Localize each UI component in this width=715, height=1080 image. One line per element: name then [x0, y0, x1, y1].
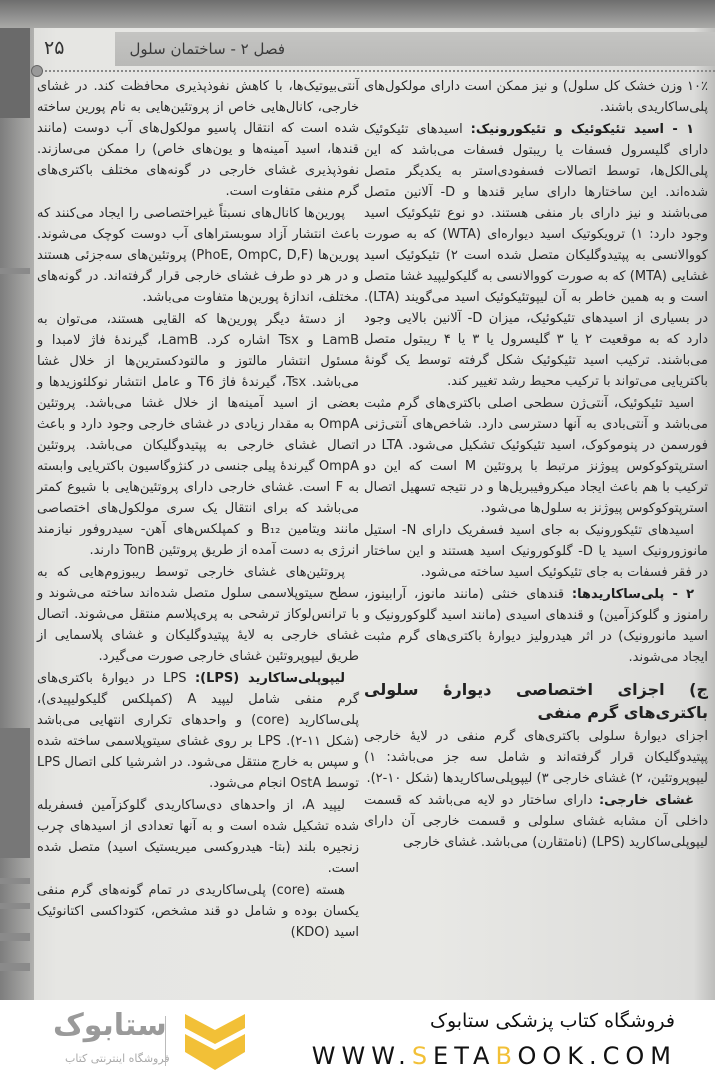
- watermark-footer: [0, 1000, 715, 1080]
- setabook-logo[interactable]: [25, 1008, 275, 1076]
- paragraph: ۲ - پلی‌ساکاریدها: قندهای خنثی (مانند مانوز، آرابینوز، رامنوز و گلوکزآمین) و قندهای اسیدی (مانند اسید گلوکورونیک و اسید مانورونیک) در اثر هیدرولیز دیوارهٔ باکتری‌های گرم مثبت ایجاد می‌شوند.: [364, 587, 708, 665]
- paragraph: ۱ - اسید تئیکوئیک و تئیکورونیک: اسیدهای تئیکوئیک دارای گلیسرول فسفات یا ریبتول فسفات می‌باشد که این پلی‌الکل‌ها، توسط اتصالات فسفودی‌استر به یکدیگر متصل شده‌اند. این ساختارها دارای سایر قندها و D- آلانین متصل می‌باشند و نیز دارای بار منفی هستند. دو نوع تئیکوئیک اسید وجود دارد: ۱) ترویکوتیک اسید دیواره‌ای (WTA) که به صورت کووالانسی به پپتیدوگلیکان متصل شده است ۲) تئیکوئیک اسید غشایی (MTA) که به صورت کووالانسی به گلیکولیپید غشا متصل است و به همین خاطر به آن لیپوتئیکوئیک اسید می‌گویند (LTA). در بسیاری از اسیدهای تئیکوئیک، میزان D- آلانین بالایی وجود دارد که به موقعیت ۲ یا ۳ گلیسرول یا ۳ یا ۴ ریبتول متصل می‌باشند. ترکیب اسید تئیکوئیک شکل گرفته توسط یک گونهٔ باکتریایی می‌تواند با ترکیب محیط رشد تغییر کند.: [364, 122, 709, 389]
- paragraph: پروتئین‌های غشای خارجی توسط ریبوزوم‌هایی که به سطح سیتوپلاسمی سلول متصل شده‌اند ساخته می‌شوند و با ترانس‌لوکاز ترشحی به پری‌پلاسم منتقل می‌شوند. اتصال غشای خارجی به لایهٔ پپتیدوگلیکان و غشای پلاسمایی از طریق لیپوپروتئین غشای خارجی صورت می‌گیرد.: [37, 565, 359, 664]
- logo-subtitle: فروشگاه اینترنتی کتاب: [65, 1052, 170, 1065]
- right-column: [364, 76, 708, 854]
- paragraph: غشای خارجی: دارای ساختار دو لایه می‌باشد که قسمت داخلی آن مشابه غشای سلولی و قسمت خارجی آن دارای لیپوپلی‌ساکارید (LPS) (نامتقارن) می‌باشد. غشای خارجی: [364, 793, 708, 850]
- paragraph: ۱۰٪ وزن خشک کل سلول) و نیز ممکن است دارای مولکول‌های پلی‌ساکاریدی باشند.: [364, 79, 708, 115]
- shop-name: فروشگاه کتاب پزشکی ستابوک: [429, 1010, 675, 1032]
- chevron-shield-icon: [175, 1010, 255, 1074]
- paragraph: پورین‌ها کانال‌های نسبتاً غیراختصاصی را ایجاد می‌کنند که باعث انتشار آزاد سوبستراهای آب دوست کوچک می‌شوند. پورین‌ها (PhoE, OmpC, D,F) پروتئین‌های سه‌جزئی هستند و در هر دو طرف غشای خارجی قرار گرفته‌اند. در گونه‌های مختلف، اندازهٔ پورین‌ها متفاوت می‌باشد.: [37, 206, 359, 305]
- chapter-title: فصل ۲ - ساختمان سلول: [129, 40, 285, 58]
- paragraph: لیپید A، از واحدهای دی‌ساکاریدی گلوکزآمین فسفریله شده تشکیل شده است و به آنها تعدادی از اسیدهای چرب زنجیره بلند (بتا- هیدروکسی میریستیک اسید) متصل شده است.: [37, 798, 359, 876]
- paragraph: اسیدهای تئیکورونیک به جای اسید فسفریک دارای N- استیل مانوزورونیک اسید یا D- گلوکورونیک اسید هستند و این ساختار در فقر فسفات به جای تئیکوئیک اسید ساخته می‌شود.: [364, 523, 708, 580]
- header-divider: [38, 70, 715, 72]
- paragraph: آنتی‌بیوتیک‌ها، با کاهش نفوذپذیری محافظت کند. در غشای خارجی، کانال‌هایی خاص از پروتئین‌هایی به نام پورین ساخته شده است که انتقال پاسیو مولکول‌های آب دوست (مانند قندها، اسید آمینه‌ها و یون‌های خاص) را ممکن می‌سازند. نفوذپذیری غشای خارجی در گونه‌های مختلف باکتری‌های گرم منفی متفاوت است.: [37, 79, 359, 199]
- paragraph: از دستهٔ دیگر پورین‌ها که القایی هستند، می‌توان به LamB و Tsx اشاره کرد. LamB، گیرندهٔ فاژ لامبدا و مسئول انتشار مالتوز و مالتودکسترین‌ها از خلال غشا می‌باشد. Tsx، گیرندهٔ فاژ T6 و عامل انتشار نوکلئوزیدها و بعضی از اسید آمینه‌ها از خلال غشا می‌باشد. پروتئین OmpA به مقدار زیادی در غشای خارجی وجود دارد و باعث اتصال غشای خارجی به پپتیدوگلیکان می‌باشد. پروتئین OmpA گیرندهٔ پیلی جنسی در کنژوگاسیون باکتریایی وابسته به F است. غشای خارجی دارای پروتئین‌هایی با شیوع کمتر می‌باشد که برای انتقال یک سری مولکول‌های اختصاصی مانند ویتامین B₁₂ و کمپلکس‌های آهن- سیدروفور نیازمند انرژی به دست آمده از طریق پروتئین TonB دارند.: [37, 312, 360, 558]
- page-number: ۲۵: [44, 37, 65, 59]
- section-heading: ج) اجزای اختصاصی دیوارهٔ سلولی باکتری‌های گرم منفی: [364, 680, 708, 722]
- page-top-shadow: [0, 0, 715, 28]
- left-column: [37, 76, 359, 944]
- paragraph: اجزای دیوارهٔ سلولی باکتری‌های گرم منفی در لایهٔ خارجی پپتیدوگلیکان قرار گرفته‌اند و شامل سه جز می‌باشد: ۱) لیپوپروتئین، ۲) غشای خارجی ۳) لیپوپلی‌ساکاریدها (شکل ۱۰-۲).: [364, 729, 708, 786]
- paragraph: لیپوپلی‌ساکارید (LPS): LPS در دیوارهٔ باکتری‌های گرم منفی شامل لیپید A (کمپلکس گلیکولیپیدی)، پلی‌ساکارید (core) و واحدهای تکراری انتهایی می‌باشد (شکل ۱۱-۲). LPS بر روی غشای سیتوپلاسمی ساخته شده و سپس به خارج منتقل می‌شود. در اشرشیا کلی اتصال LPS توسط OstA انجام می‌شود.: [37, 671, 360, 791]
- paragraph: هسته (core) پلی‌ساکاریدی در تمام گونه‌های گرم منفی یکسان بوده و شامل دو قند مشخص، کتوداکسی اکتانوئیک اسید (KDO): [37, 883, 359, 940]
- logo-name: ستابوک: [53, 1008, 167, 1043]
- page-left-edge: [0, 28, 34, 1000]
- paragraph: اسید تئیکوئیک، آنتی‌ژن سطحی اصلی باکتری‌های گرم مثبت می‌باشد و آنتی‌بادی به آنها دسترسی دارد. شاخص‌های آنتی‌ژنی فورسمن در پنوموکوک، اسید تئیکوئیک تشکیل می‌شود. LTA در استرپتوکوکوس پیوژنز مرتبط با پروتئین M است که این دو ترکیب با هم باعث ایجاد میکروفیبریل‌ها و در نتیجه تسهیل اتصال استرپتوکوکوس پیوژنز به سلول‌ها می‌شود.: [364, 396, 708, 516]
- shop-url[interactable]: WWW.SETABOOK.COM: [311, 1042, 677, 1070]
- logo-separator: [165, 1016, 166, 1066]
